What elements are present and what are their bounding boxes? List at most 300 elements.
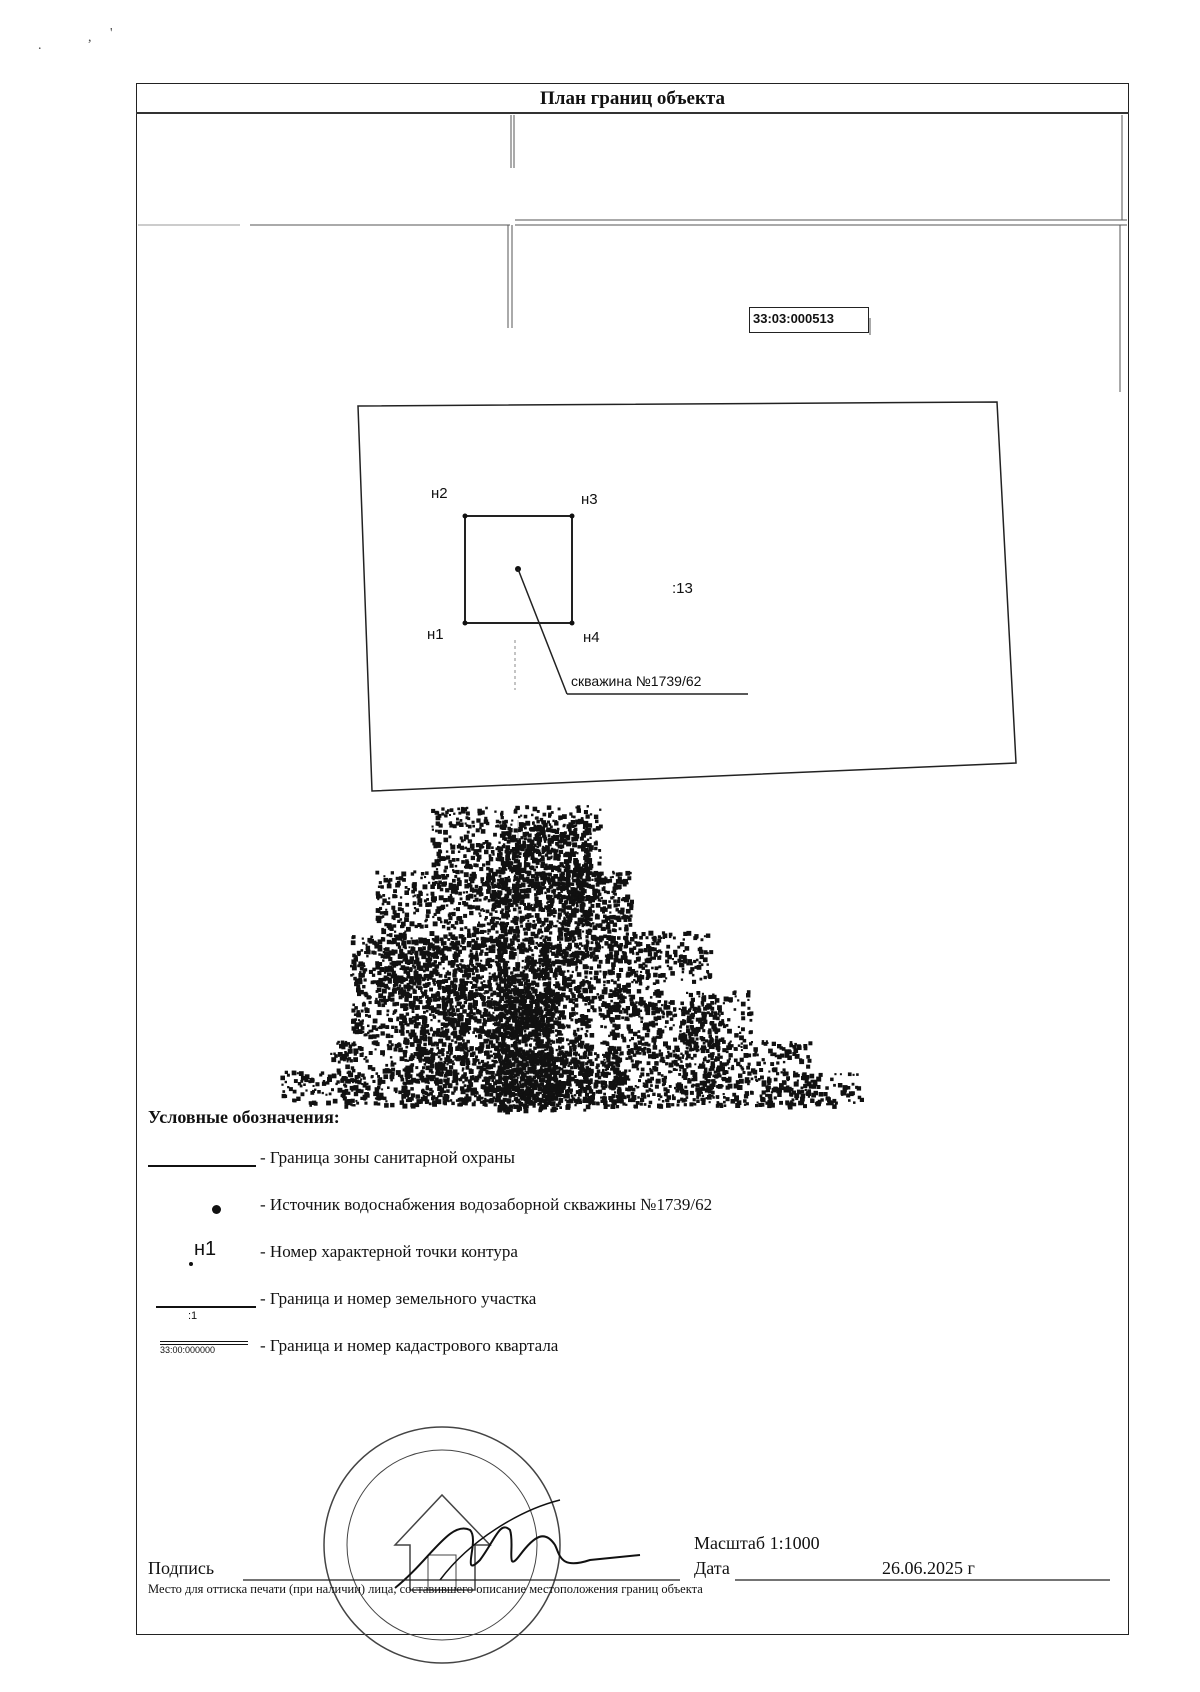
orthophoto-pixel	[366, 955, 368, 957]
orthophoto-pixel	[585, 1034, 588, 1037]
orthophoto-pixel	[569, 1017, 572, 1020]
orthophoto-pixel	[429, 988, 433, 992]
orthophoto-pixel	[535, 1024, 540, 1029]
orthophoto-pixel	[415, 978, 420, 983]
orthophoto-pixel	[442, 979, 445, 982]
orthophoto-pixel	[514, 1105, 518, 1109]
orthophoto-pixel	[519, 918, 523, 922]
orthophoto-pixel	[469, 964, 471, 966]
orthophoto-pixel	[502, 897, 506, 901]
orthophoto-pixel	[617, 984, 622, 989]
orthophoto-pixel	[475, 963, 478, 966]
orthophoto-pixel	[563, 840, 568, 845]
orthophoto-pixel	[615, 887, 618, 890]
orthophoto-pixel	[423, 984, 427, 988]
orthophoto-pixel	[576, 926, 580, 930]
orthophoto-pixel	[464, 835, 469, 840]
orthophoto-pixel	[489, 936, 492, 939]
orthophoto-pixel	[472, 825, 475, 828]
orthophoto-pixel	[433, 921, 438, 926]
orthophoto-pixel	[617, 936, 621, 940]
orthophoto-pixel	[471, 947, 473, 949]
orthophoto-pixel	[436, 981, 439, 984]
orthophoto-pixel	[556, 866, 561, 871]
orthophoto-pixel	[529, 960, 534, 965]
orthophoto-pixel	[535, 1002, 540, 1007]
orthophoto-pixel	[535, 914, 539, 918]
orthophoto-pixel	[396, 942, 400, 946]
orthophoto-pixel	[470, 958, 472, 960]
orthophoto-pixel	[465, 823, 467, 825]
orthophoto-pixel	[538, 838, 542, 842]
orthophoto-pixel	[425, 995, 429, 999]
orthophoto-pixel	[435, 965, 439, 969]
orthophoto-pixel	[360, 962, 363, 965]
orthophoto-pixel	[443, 967, 445, 969]
orthophoto-pixel	[554, 1020, 559, 1025]
orthophoto-pixel	[462, 1039, 465, 1042]
orthophoto-pixel	[536, 947, 538, 949]
orthophoto-pixel	[550, 857, 553, 860]
orthophoto-pixel	[462, 1081, 464, 1083]
orthophoto-pixel	[577, 922, 581, 926]
orthophoto-pixel	[569, 998, 574, 1003]
orthophoto-pixel	[424, 956, 426, 958]
orthophoto-pixel	[405, 886, 408, 889]
orthophoto-pixel	[543, 878, 546, 881]
orthophoto-pixel	[458, 1098, 462, 1102]
orthophoto-pixel	[372, 1025, 377, 1030]
orthophoto-pixel	[490, 1014, 494, 1018]
orthophoto-pixel	[388, 987, 391, 990]
orthophoto-pixel	[529, 828, 531, 830]
orthophoto-pixel	[525, 1015, 529, 1019]
orthophoto-pixel	[452, 879, 456, 883]
orthophoto-pixel	[508, 943, 511, 946]
orthophoto-pixel	[571, 831, 575, 835]
orthophoto-pixel	[533, 976, 537, 980]
orthophoto-pixel	[514, 937, 518, 941]
orthophoto-pixel	[471, 877, 475, 881]
orthophoto-pixel	[441, 807, 444, 810]
orthophoto-pixel	[403, 944, 407, 948]
orthophoto-pixel	[462, 991, 466, 995]
orthophoto-pixel	[449, 814, 451, 816]
orthophoto-pixel	[548, 1008, 550, 1010]
orthophoto-pixel	[391, 933, 393, 935]
orthophoto-pixel	[560, 953, 563, 956]
orthophoto-pixel	[452, 1062, 455, 1065]
orthophoto-pixel	[488, 964, 492, 968]
orthophoto-pixel	[510, 838, 515, 843]
orthophoto-pixel	[456, 1036, 461, 1041]
point-n2-dot	[463, 514, 468, 519]
orthophoto-pixel	[590, 913, 593, 916]
orthophoto-pixel	[356, 1025, 358, 1027]
orthophoto-pixel	[488, 987, 492, 991]
orthophoto-pixel	[404, 890, 409, 895]
orthophoto-pixel	[527, 908, 530, 911]
orthophoto-pixel	[455, 1006, 457, 1008]
orthophoto-pixel	[624, 897, 629, 902]
orthophoto-pixel	[587, 1009, 590, 1012]
orthophoto-pixel	[577, 972, 582, 977]
orthophoto-pixel	[544, 892, 547, 895]
orthophoto-pixel	[548, 813, 552, 817]
orthophoto-pixel	[517, 992, 521, 996]
orthophoto-pixel	[524, 862, 529, 867]
orthophoto-pixel	[501, 816, 504, 819]
orthophoto-pixel	[443, 934, 447, 938]
orthophoto-pixel	[560, 847, 562, 849]
orthophoto-pixel	[487, 929, 491, 933]
orthophoto-pixel	[491, 1071, 495, 1075]
orthophoto-pixel	[501, 813, 503, 815]
orthophoto-pixel	[560, 1011, 565, 1016]
orthophoto-pixel	[469, 944, 472, 947]
orthophoto-pixel	[569, 954, 573, 958]
orthophoto-pixel	[524, 1108, 529, 1113]
orthophoto-pixel	[515, 806, 519, 810]
orthophoto-pixel	[399, 949, 403, 953]
orthophoto-pixel	[465, 861, 469, 865]
orthophoto-pixel	[516, 926, 520, 930]
orthophoto-pixel	[534, 826, 539, 831]
orthophoto-pixel	[467, 817, 470, 820]
orthophoto-pixel	[420, 877, 423, 880]
orthophoto-pixel	[456, 1083, 459, 1086]
orthophoto-pixel	[437, 917, 441, 921]
orthophoto-pixel	[494, 873, 497, 876]
orthophoto-pixel	[382, 903, 385, 906]
orthophoto-pixel	[557, 965, 561, 969]
orthophoto-pixel	[486, 889, 491, 894]
orthophoto-pixel	[499, 918, 501, 920]
orthophoto-pixel	[460, 959, 463, 962]
orthophoto-pixel	[518, 1040, 522, 1044]
orthophoto-pixel	[465, 1018, 470, 1023]
orthophoto-pixel	[597, 890, 601, 894]
orthophoto-pixel	[372, 974, 375, 977]
orthophoto-pixel	[521, 951, 524, 954]
orthophoto-pixel	[617, 900, 620, 903]
orthophoto-pixel	[476, 818, 480, 822]
orthophoto-pixel	[457, 1021, 461, 1025]
orthophoto-pixel	[478, 1034, 481, 1037]
orthophoto-pixel	[451, 1008, 455, 1012]
orthophoto-pixel	[566, 896, 570, 900]
orthophoto-pixel	[399, 956, 401, 958]
orthophoto-pixel	[502, 821, 506, 825]
orthophoto-pixel	[438, 986, 442, 990]
orthophoto-pixel	[479, 823, 483, 827]
orthophoto-pixel	[461, 860, 465, 864]
orthophoto-pixel	[419, 1000, 423, 1004]
orthophoto-pixel	[478, 987, 480, 989]
orthophoto-pixel	[516, 860, 520, 864]
orthophoto-pixel	[400, 1003, 405, 1008]
orthophoto-pixel	[445, 1036, 449, 1040]
point-n1-label: н1	[427, 626, 444, 643]
parcel-number-label: :13	[672, 580, 693, 597]
orthophoto-pixel	[507, 961, 509, 963]
orthophoto-pixel	[508, 909, 511, 912]
orthophoto-pixel	[486, 844, 491, 849]
orthophoto-pixel	[503, 964, 508, 969]
orthophoto-pixel	[551, 890, 555, 894]
orthophoto-pixel	[352, 966, 357, 971]
orthophoto-pixel	[517, 1077, 519, 1079]
orthophoto-pixel	[394, 931, 396, 933]
orthophoto-pixel	[541, 826, 545, 830]
orthophoto-pixel	[496, 1038, 499, 1041]
orthophoto-pixel	[574, 1003, 578, 1007]
orthophoto-pixel	[543, 1020, 545, 1022]
orthophoto-pixel	[586, 872, 588, 874]
orthophoto-pixel	[505, 850, 509, 854]
orthophoto-pixel	[499, 875, 502, 878]
orthophoto-pixel	[389, 951, 392, 954]
orthophoto-pixel	[581, 1028, 584, 1031]
orthophoto-pixel	[456, 821, 460, 825]
orthophoto-pixel	[476, 828, 480, 832]
orthophoto-pixel	[542, 965, 544, 967]
orthophoto-pixel	[556, 1104, 559, 1107]
orthophoto-pixel	[409, 1018, 413, 1022]
orthophoto-pixel	[448, 860, 452, 864]
orthophoto-pixel	[489, 913, 492, 916]
orthophoto-pixel	[561, 955, 564, 958]
orthophoto-pixel	[440, 938, 444, 942]
orthophoto-pixel	[515, 1097, 518, 1100]
orthophoto-pixel	[381, 999, 385, 1003]
orthophoto-pixel	[404, 970, 408, 974]
orthophoto-pixel	[557, 994, 562, 999]
orthophoto-pixel	[388, 1018, 392, 1022]
orthophoto-pixel	[450, 808, 454, 812]
orthophoto-pixel	[421, 977, 423, 979]
orthophoto-pixel	[509, 1075, 514, 1080]
orthophoto-pixel	[550, 922, 554, 926]
orthophoto-pixel	[475, 944, 480, 949]
orthophoto-pixel	[495, 1074, 498, 1077]
orthophoto-pixel	[558, 947, 562, 951]
orthophoto-pixel	[425, 903, 429, 907]
orthophoto-pixel	[411, 940, 416, 945]
orthophoto-pixel	[487, 996, 490, 999]
orthophoto-pixel	[569, 812, 572, 815]
orthophoto-pixel	[528, 991, 532, 995]
orthophoto-pixel	[466, 812, 470, 816]
orthophoto-pixel	[625, 915, 629, 919]
orthophoto-pixel	[390, 962, 393, 965]
orthophoto-pixel	[608, 924, 611, 927]
orthophoto-pixel	[491, 846, 494, 849]
orthophoto-pixel	[589, 923, 592, 926]
orthophoto-pixel	[453, 978, 458, 983]
orthophoto-pixel	[384, 990, 386, 992]
orthophoto-pixel	[469, 955, 472, 958]
orthophoto-pixel	[555, 959, 560, 964]
orthophoto-pixel	[507, 975, 511, 979]
orthophoto-pixel	[627, 903, 629, 905]
orthophoto-pixel	[491, 908, 495, 912]
header-grid-lines	[138, 115, 1127, 392]
orthophoto-pixel	[419, 903, 423, 907]
orthophoto-pixel	[395, 1002, 399, 1006]
orthophoto-pixel	[519, 989, 523, 993]
orthophoto-pixel	[625, 946, 628, 949]
orthophoto-pixel	[523, 928, 526, 931]
orthophoto-pixel	[589, 918, 592, 921]
orthophoto-pixel	[512, 884, 516, 888]
orthophoto-pixel	[432, 1033, 435, 1036]
orthophoto-pixel	[610, 876, 612, 878]
orthophoto-pixel	[352, 1019, 356, 1023]
orthophoto-pixel	[401, 872, 406, 877]
orthophoto-pixel	[507, 903, 511, 907]
orthophoto-pixel	[537, 985, 539, 987]
orthophoto-pixel	[510, 939, 512, 941]
orthophoto-pixel	[519, 945, 522, 948]
orthophoto-pixel	[626, 932, 629, 935]
orthophoto-pixel	[568, 892, 570, 894]
orthophoto-pixel	[489, 1093, 493, 1097]
orthophoto-pixel	[393, 910, 397, 914]
orthophoto-pixel	[400, 980, 404, 984]
orthophoto-pixel	[499, 821, 501, 823]
orthophoto-pixel	[541, 830, 546, 835]
orthophoto-pixel	[595, 820, 599, 824]
orthophoto-pixel	[458, 1017, 462, 1021]
orthophoto-pixel	[543, 813, 547, 817]
orthophoto-pixel	[609, 989, 612, 992]
orthophoto-pixel	[541, 882, 545, 886]
orthophoto-pixel	[486, 948, 489, 951]
orthophoto-pixel	[582, 931, 584, 933]
orthophoto-pixel	[525, 978, 527, 980]
orthophoto-pixel	[467, 1028, 470, 1031]
orthophoto-pixel	[394, 1029, 398, 1033]
orthophoto-pixel	[505, 984, 508, 987]
orthophoto-pixel	[421, 1031, 425, 1035]
orthophoto-pixel	[547, 986, 551, 990]
orthophoto-pixel	[539, 852, 542, 855]
orthophoto-pixel	[559, 1068, 561, 1070]
orthophoto-pixel	[484, 896, 488, 900]
orthophoto-pixel	[569, 1012, 574, 1017]
orthophoto-pixel	[547, 996, 551, 1000]
orthophoto-pixel	[533, 851, 535, 853]
orthophoto-pixel	[583, 964, 588, 969]
orthophoto-pixel	[419, 923, 421, 925]
orthophoto-pixel	[412, 895, 414, 897]
point-n4-dot	[570, 621, 575, 626]
orthophoto-pixel	[616, 873, 620, 877]
orthophoto-pixel	[524, 837, 527, 840]
orthophoto-pixel	[478, 849, 482, 853]
orthophoto-pixel	[578, 959, 581, 962]
orthophoto-pixel	[518, 829, 521, 832]
orthophoto-pixel	[378, 953, 381, 956]
orthophoto-pixel	[440, 921, 443, 924]
orthophoto-pixel	[577, 845, 581, 849]
orthophoto-pixel	[540, 1066, 543, 1069]
orthophoto-pixel	[444, 838, 449, 843]
orthophoto-pixel	[501, 831, 506, 836]
orthophoto-pixel	[456, 818, 459, 821]
orthophoto-pixel	[475, 864, 479, 868]
orthophoto-pixel	[418, 891, 422, 895]
well-leader-line	[518, 569, 567, 694]
orthophoto-pixel	[589, 984, 594, 989]
orthophoto-pixel	[532, 822, 535, 825]
orthophoto-pixel	[619, 960, 621, 962]
orthophoto-pixel	[577, 808, 582, 813]
orthophoto-pixel	[391, 906, 395, 910]
orthophoto-pixel	[458, 892, 462, 896]
orthophoto-pixel	[607, 904, 611, 908]
orthophoto-pixel	[369, 1001, 372, 1004]
orthophoto-pixel	[583, 1109, 586, 1112]
orthophoto-pixel	[385, 909, 387, 911]
orthophoto-pixel	[496, 931, 499, 934]
orthophoto-pixel	[457, 943, 460, 946]
orthophoto-pixel	[574, 987, 578, 991]
orthophoto-pixel	[525, 1011, 529, 1015]
orthophoto-pixel	[537, 997, 542, 1002]
orthophoto-pixel	[470, 949, 473, 952]
orthophoto-pixel	[381, 1024, 386, 1029]
orthophoto-pixel	[459, 984, 463, 988]
orthophoto-pixel	[578, 896, 581, 899]
orthophoto-pixel	[456, 960, 458, 962]
orthophoto-pixel	[533, 882, 536, 885]
orthophoto-pixel	[419, 1060, 422, 1063]
orthophoto-pixel	[497, 825, 500, 828]
orthophoto-pixel	[488, 1012, 490, 1014]
orthophoto-pixel	[571, 930, 576, 935]
orthophoto-pixel	[404, 917, 409, 922]
orthophoto-pixel	[541, 820, 543, 822]
orthophoto-pixel	[435, 1053, 438, 1056]
orthophoto-pixel	[473, 1028, 477, 1032]
orthophoto-pixel	[397, 920, 400, 923]
orthophoto-pixel	[448, 1083, 453, 1088]
orthophoto-pixel	[565, 947, 569, 951]
orthophoto-pixel	[497, 879, 500, 882]
orthophoto-pixel	[479, 827, 482, 830]
orthophoto-pixel	[425, 924, 429, 928]
orthophoto-pixel	[626, 927, 629, 930]
orthophoto-pixel	[505, 845, 510, 850]
orthophoto-pixel	[539, 942, 542, 945]
orthophoto-pixel	[589, 929, 592, 932]
orthophoto-pixel	[461, 839, 464, 842]
point-n3-label: н3	[581, 491, 598, 508]
orthophoto-pixel	[390, 1035, 393, 1038]
orthophoto-pixel	[589, 845, 594, 850]
orthophoto-pixel	[473, 1005, 476, 1008]
orthophoto-pixel	[442, 925, 445, 928]
orthophoto-pixel	[450, 845, 455, 850]
orthophoto-pixel	[362, 1019, 364, 1021]
orthophoto-pixel	[490, 919, 495, 924]
orthophoto-pixel	[531, 987, 535, 991]
orthophoto-pixel	[565, 886, 569, 890]
orthophoto-pixel	[460, 819, 463, 822]
orthophoto-pixel	[578, 893, 580, 895]
